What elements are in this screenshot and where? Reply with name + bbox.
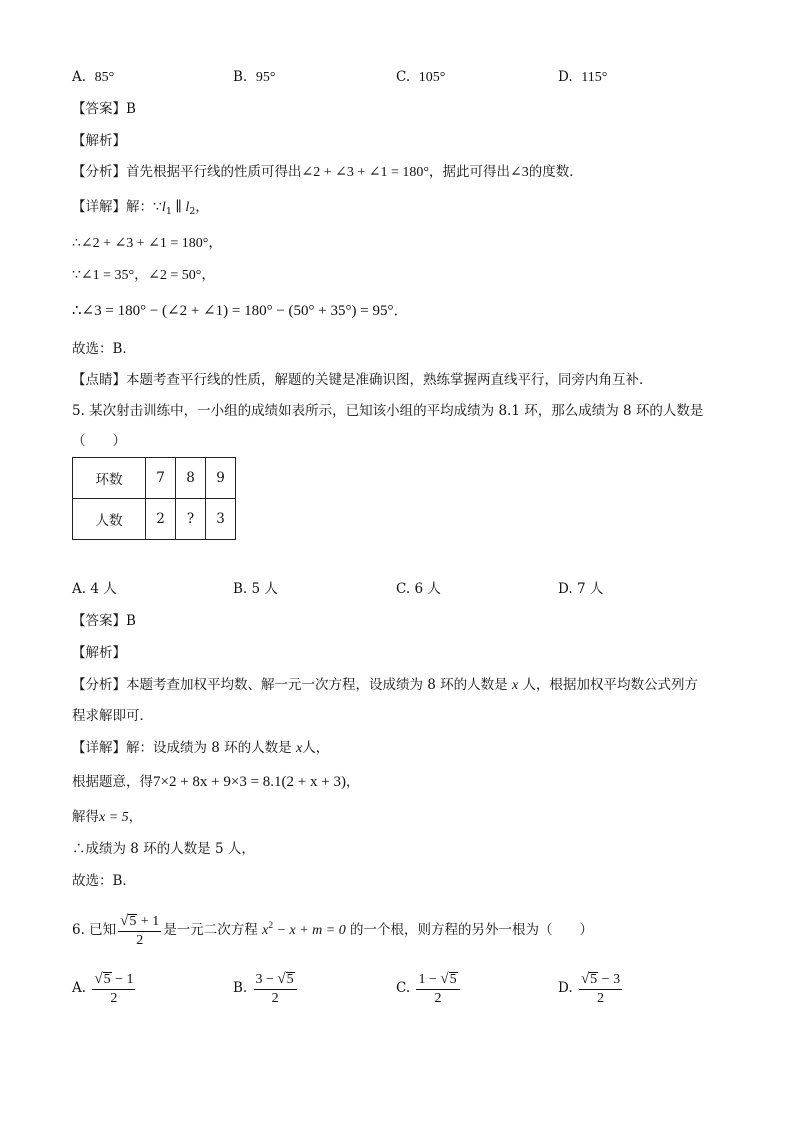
q4-option-d: D. 115° bbox=[558, 69, 608, 85]
q6-option-a: A. √ 5 − 1 2 bbox=[72, 970, 134, 1006]
q5-jiexi: 【解析】 bbox=[72, 645, 126, 661]
table-cell: 9 bbox=[206, 458, 236, 499]
q6-option-d: D. √ 5 − 3 2 bbox=[558, 970, 621, 1006]
q4-option-b: B. 95° bbox=[233, 69, 276, 85]
table-row bbox=[73, 499, 236, 540]
q5-fenxi-line2: 程求解即可． bbox=[72, 708, 153, 724]
q5-solve: 解得x = 5， bbox=[72, 809, 143, 825]
q5-stem-bracket: （ ） bbox=[72, 433, 126, 449]
q5-option-a: A. 4 人 bbox=[72, 581, 117, 597]
q5-stem: 5. 某次射击训练中，一小组的成绩如表所示，已知该小组的平均成绩为 8.1 环，那么成绩为 8 环的人数是 bbox=[72, 403, 704, 419]
table-row bbox=[73, 458, 236, 499]
q4-dianjing: 【点睛】本题考查平行线的性质，解题的关键是准确识图，熟练掌握两直线平行，同旁内角互补． bbox=[72, 372, 653, 388]
q4-jiexi: 【解析】 bbox=[72, 133, 126, 149]
table-cell: 2 bbox=[146, 499, 176, 540]
table-cell: ? bbox=[176, 499, 206, 540]
q4-step3: ∴∠3 = 180° − (∠2 + ∠1) = 180° − (50° + 35°) = 95°． bbox=[72, 303, 409, 319]
q5-choose: 故选：B． bbox=[72, 873, 136, 889]
q5-option-d: D. 7 人 bbox=[558, 581, 604, 597]
q4-option-c: C. 105° bbox=[396, 69, 446, 85]
q6-stem-fraction: √ 5 + 1 2 bbox=[120, 912, 160, 948]
q5-fenxi: 【分析】本题考查加权平均数、解一元一次方程，设成绩为 8 环的人数是 x 人，根据加权平均数公式列方 bbox=[72, 677, 698, 693]
table-cell: 人数 bbox=[73, 499, 146, 540]
q6-option-b: B. 3 − √ 5 2 bbox=[233, 968, 299, 1008]
q5-equation: 根据题意，得7×2 + 8x + 9×3 = 8.1(2 + x + 3)， bbox=[72, 774, 360, 790]
q5-answer: 【答案】B bbox=[72, 613, 136, 629]
q5-conclusion: ∴成绩为 8 环的人数是 5 人， bbox=[72, 841, 255, 857]
q4-choose: 故选：B． bbox=[72, 341, 136, 357]
q5-xiangjie: 【详解】解：设成绩为 8 环的人数是 x人， bbox=[72, 740, 330, 756]
q4-xiangjie: 【详解】解：$\because l_1$ ∥ $l_2$， bbox=[72, 199, 209, 217]
q5-option-b: B. 5 人 bbox=[233, 581, 278, 597]
q6-option-c: C. 1 − √ 5 2 bbox=[396, 968, 462, 1008]
q4-answer: 【答案】B bbox=[72, 101, 136, 117]
q6-stem: 6. 已知 √ 5 + 1 2 是一元二次方程 $x^2 - x + m = 0$ 的一个根，则方程的另外一根为（ ） bbox=[72, 912, 594, 948]
q5-option-c: C. 6 人 bbox=[396, 581, 441, 597]
q4-fenxi: 【分析】首先根据平行线的性质可得出∠2 + ∠3 + ∠1 = 180°，据此可得出∠3的度数． bbox=[72, 164, 583, 180]
table-cell: 环数 bbox=[73, 458, 146, 499]
q4-option-a: A. 85° bbox=[72, 69, 115, 85]
table-cell: 3 bbox=[206, 499, 236, 540]
q5-score-table bbox=[72, 457, 236, 540]
table-cell: 8 bbox=[176, 458, 206, 499]
table-cell: 7 bbox=[146, 458, 176, 499]
q4-step2: ∵∠1 = 35°，∠2 = 50°， bbox=[72, 268, 216, 283]
q4-step1: ∴∠2 + ∠3 + ∠1 = 180°， bbox=[72, 236, 223, 251]
